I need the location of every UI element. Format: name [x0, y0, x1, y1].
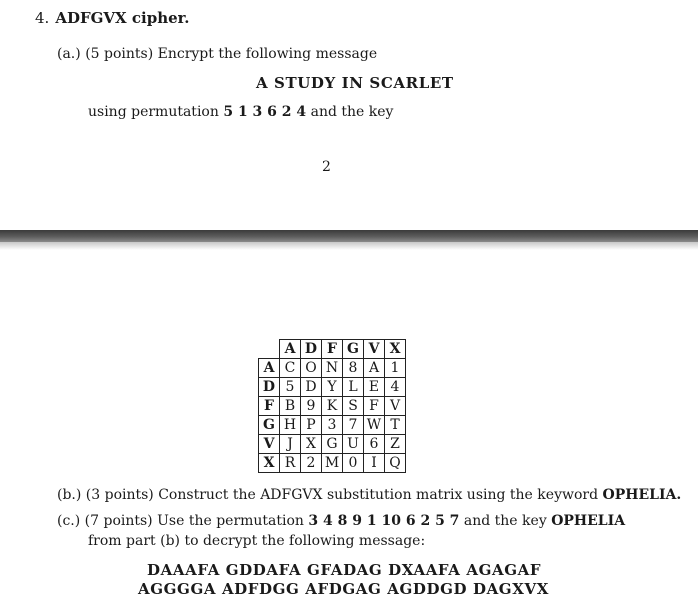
part-b-keyword: OPHELIA.: [602, 487, 682, 503]
part-a-permutation-line: [88, 104, 393, 120]
matrix-row-header: V: [259, 435, 280, 454]
matrix-col-header: D: [301, 340, 322, 359]
matrix-row-header: D: [259, 378, 280, 397]
matrix-cell: I: [364, 454, 385, 473]
matrix-cell: A: [364, 359, 385, 378]
matrix-cell: X: [301, 435, 322, 454]
matrix-cell: N: [322, 359, 343, 378]
matrix-row-header: X: [259, 454, 280, 473]
page-break-bar: [0, 230, 698, 242]
matrix-cell: S: [343, 397, 364, 416]
matrix-row: [259, 435, 406, 454]
matrix-cell: Z: [385, 435, 406, 454]
part-c-line2: from part (b) to decrypt the following message:: [88, 533, 426, 549]
page-break-shadow: [0, 242, 698, 250]
matrix-cell: 5: [280, 378, 301, 397]
matrix-cell: D: [301, 378, 322, 397]
matrix-cell: Q: [385, 454, 406, 473]
matrix-cell: W: [364, 416, 385, 435]
problem-heading: [35, 9, 189, 27]
matrix-cell: J: [280, 435, 301, 454]
part-b-text: (3 points) Construct the ADFGVX substitution matrix using the keyword: [85, 487, 599, 503]
page-number: 2: [322, 159, 331, 175]
matrix-cell: C: [280, 359, 301, 378]
matrix-col-header: A: [280, 340, 301, 359]
problem-number: 4.: [35, 9, 50, 27]
part-c-label: (c.): [57, 513, 81, 529]
matrix-row-header: G: [259, 416, 280, 435]
matrix-cell: O: [301, 359, 322, 378]
matrix-cell: U: [343, 435, 364, 454]
ciphertext-line-1: DAAAFA GDDAFA GFADAG DXAAFA AGAGAF: [147, 561, 542, 579]
matrix-row-header: A: [259, 359, 280, 378]
matrix-cell: 4: [385, 378, 406, 397]
matrix-cell: K: [322, 397, 343, 416]
part-b: [57, 487, 681, 503]
matrix-cell: B: [280, 397, 301, 416]
part-c-keyword: OPHELIA: [551, 513, 626, 529]
matrix-col-header: F: [322, 340, 343, 359]
matrix-cell: L: [343, 378, 364, 397]
adfgvx-matrix: [258, 339, 406, 473]
part-a-intro-text: (5 points) Encrypt the following message: [85, 46, 378, 62]
part-a-intro: [57, 46, 377, 62]
matrix-cell: R: [280, 454, 301, 473]
matrix-row-header: F: [259, 397, 280, 416]
perm-prefix: using permutation: [88, 104, 219, 120]
matrix-cell: Y: [322, 378, 343, 397]
matrix-cell: 3: [322, 416, 343, 435]
matrix-cell: T: [385, 416, 406, 435]
part-c-permutation: 3 4 8 9 1 10 6 2 5 7: [308, 513, 460, 529]
matrix-cell: G: [322, 435, 343, 454]
part-a-label: (a.): [57, 46, 81, 62]
matrix-row: [259, 378, 406, 397]
matrix-cell: V: [385, 397, 406, 416]
part-b-label: (b.): [57, 487, 82, 503]
matrix-cell: 8: [343, 359, 364, 378]
problem-title: ADFGVX cipher.: [55, 9, 190, 27]
matrix-col-header: X: [385, 340, 406, 359]
ciphertext-line-2: AGGGGA ADFDGG AFDGAG AGDDGD DAGXVX: [138, 580, 549, 598]
matrix-cell: E: [364, 378, 385, 397]
plaintext-message: A STUDY IN SCARLET: [256, 74, 454, 92]
matrix-cell: 6: [364, 435, 385, 454]
matrix-cell: 9: [301, 397, 322, 416]
matrix-row: [259, 454, 406, 473]
matrix-col-header: V: [364, 340, 385, 359]
perm-suffix: and the key: [310, 104, 394, 120]
matrix-cell: M: [322, 454, 343, 473]
matrix-row: [259, 397, 406, 416]
matrix-header-row: [259, 340, 406, 359]
matrix-cell: F: [364, 397, 385, 416]
matrix-col-header: G: [343, 340, 364, 359]
matrix-cell: 0: [343, 454, 364, 473]
matrix-cell: 7: [343, 416, 364, 435]
part-a-permutation: 5 1 3 6 2 4: [223, 104, 307, 120]
matrix-corner: [259, 340, 280, 359]
matrix-cell: 1: [385, 359, 406, 378]
part-c-text1: (7 points) Use the permutation: [84, 513, 304, 529]
matrix-cell: H: [280, 416, 301, 435]
part-c-line1: [57, 513, 625, 529]
matrix-row: [259, 416, 406, 435]
matrix-cell: 2: [301, 454, 322, 473]
matrix-row: [259, 359, 406, 378]
matrix-cell: P: [301, 416, 322, 435]
part-c-text2: and the key: [463, 513, 547, 529]
